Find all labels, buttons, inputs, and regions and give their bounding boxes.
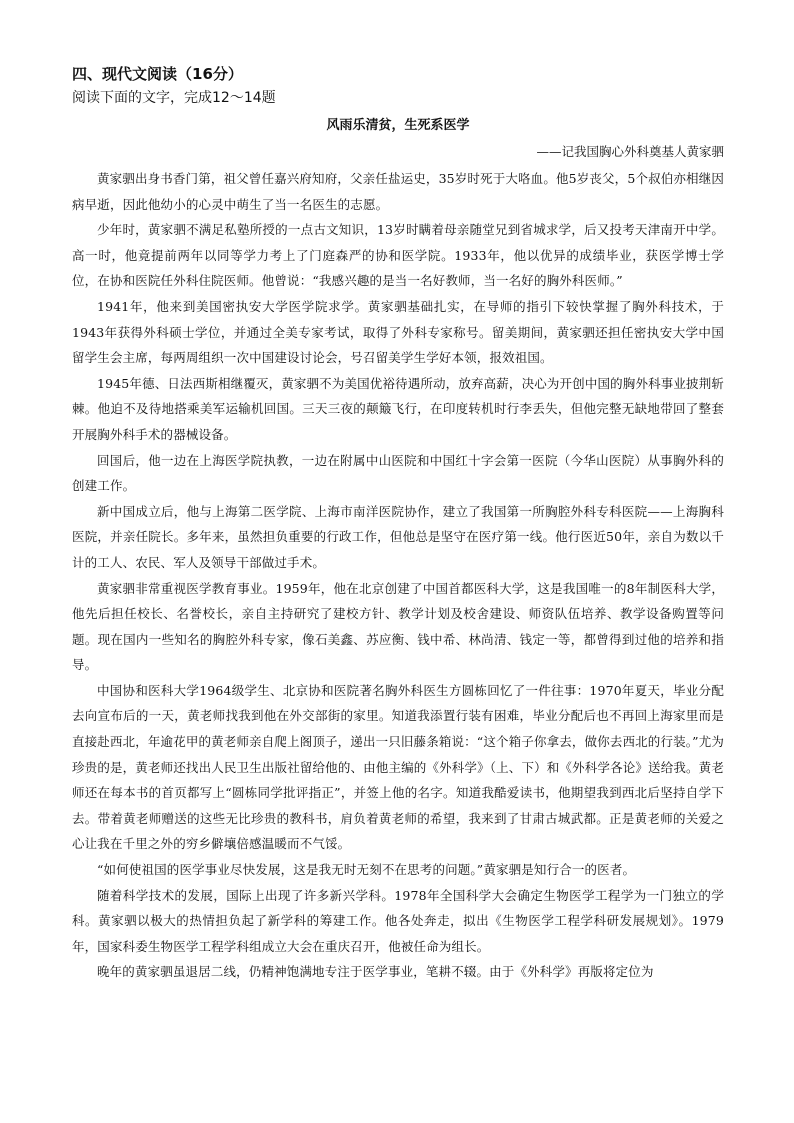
article-subtitle: ——记我国胸心外科奠基人黄家驷 xyxy=(536,144,724,159)
article-paragraph: 新中国成立后，他与上海第二医学院、上海市南洋医院协作，建立了我国第一所胸腔外科专科医院——上海胸科医院，并亲任院长。多年来，虽然担负重要的行政工作，但他总是坚守在医疗第一线。他行医近50年，亲自为数以千计的工人、农民、军人及领导干部做过手术。 xyxy=(72,503,724,570)
article-paragraph: 随着科学技术的发展，国际上出现了许多新兴学科。1978年全国科学大会确定生物医学工程学为一门独立的学科。黄家驷以极大的热情担负起了新学科的筹建工作。他各处奔走，拟出《生物医学工程学科研发展规划》。1979年，国家科委生物医学工程学科组成立大会在重庆召开，他被任命为组长。 xyxy=(72,887,724,954)
article-paragraph: 中国协和医科大学1964级学生、北京协和医院著名胸外科医生方圆栋回忆了一件往事：1970年夏天，毕业分配去向宣布后的一天，黄老师找我到他在外交部街的家里。知道我添置行装有困难，毕业分配后也不再回上海家里而是直接赴西北，年逾花甲的黄老师亲自爬上阁顶子，递出一只旧藤条箱说：“这个箱子你拿去，做你去西北的行装。”尤为珍贵的是，黄老师还找出人民卫生出版社留给他的、由他主编的《外科学》（上、下）和《外科学各论》送给我。黄老师还在每本书的首页都写上“圆栋同学批评指正”，并签上他的名字。知道我酷爱读书，他期望我到西北后坚持自学下去。带着黄老师赠送的这些无比珍贵的教科书，肩负着黄老师的希望，我来到了甘肃古城武都。正是黄老师的关爱之心让我在千里之外的穷乡僻壤倍感温暖而不气馁。 xyxy=(72,682,724,852)
article-paragraph: 黄家驷出身书香门第，祖父曾任嘉兴府知府，父亲任盐运史，35岁时死于大咯血。他5岁丧父，5个叔伯亦相继因病早逝，因此他幼小的心灵中萌生了当一名医生的志愿。 xyxy=(72,171,724,212)
section-instruction: 阅读下面的文字，完成12～14题 xyxy=(72,90,276,106)
article-paragraph: 黄家驷非常重视医学教育事业。1959年，他在北京创建了中国首都医科大学，这是我国唯一的8年制医科大学，他先后担任校长、名誉校长，亲自主持研究了建校方针、教学计划及校舍建设、师资队伍培养、教学设备购置等问题。现在国内一些知名的胸腔外科专家，像石美鑫、苏应衡、钱中希、林尚清、钱定一等，都曾得到过他的培养和指导。 xyxy=(72,580,724,673)
article-paragraph: 少年时，黄家驷不满足私塾所授的一点古文知识，13岁时瞒着母亲随堂兄到省城求学，后又投考天津南开中学。高一时，他竟提前两年以同等学力考上了门庭森严的协和医学院。1933年，他以优异的成绩毕业，获医学博士学位，在协和医院任外科住院医师。他曾说：“我感兴趣的是当一名好教师，当一名好的胸外科医师。” xyxy=(72,222,724,289)
reading-section xyxy=(72,64,724,985)
article-paragraph: “如何使祖国的医学事业尽快发展，这是我无时无刻不在思考的问题。”黄家驷是知行合一的医者。 xyxy=(97,862,636,878)
article-paragraph: 1941年，他来到美国密执安大学医学院求学。黄家驷基础扎实，在导师的指引下较快掌握了胸外科技术，于1943年获得外科硕士学位，并通过全美专家考试，取得了外科专家称号。留美期间，黄家驷还担任密执安大学中国留学生会主席，每两周组织一次中国建设讨论会，号召留美学生学好本领，报效祖国。 xyxy=(72,298,724,366)
section-title: 四、现代文阅读（16分） xyxy=(72,65,243,83)
article-paragraph: 1945年德、日法西斯相继覆灭，黄家驷不为美国优裕待遇所动，放弃高薪，决心为开创中国的胸外科事业披荆斩棘。他迫不及待地搭乘美军运输机回国。三天三夜的颠簸飞行，在印度转机时行李丢失，但他完整无缺地带回了整套开展胸外科手术的器械设备。 xyxy=(72,375,724,442)
article-paragraph: 回国后，他一边在上海医学院执教，一边在附属中山医院和中国红十字会第一医院（今华山医院）从事胸外科的创建工作。 xyxy=(72,452,724,494)
article-paragraph: 晚年的黄家驷虽退居二线，仍精神饱满地专注于医学事业，笔耕不辍。由于《外科学》再版将定位为 xyxy=(97,964,654,980)
article-title: 风雨乐清贫，生死系医学 xyxy=(326,118,470,133)
